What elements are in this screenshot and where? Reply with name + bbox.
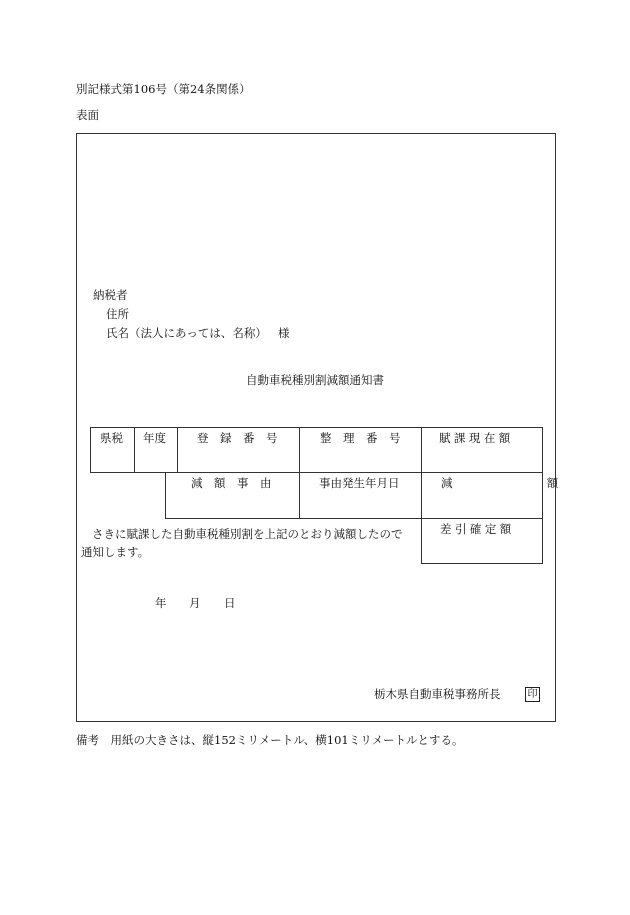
header-registration-number: 登 録 番 号 — [197, 431, 278, 445]
date-year: 年 — [155, 596, 167, 610]
header-fiscal-year: 年度 — [143, 431, 166, 445]
body-text-line2: 通知します。 — [81, 545, 150, 559]
seal-box: 印 — [525, 687, 540, 702]
date-day: 日 — [224, 596, 236, 610]
footnote: 備考 用紙の大きさは、縦152ミリメートル、横101ミリメートルとする。 — [76, 733, 464, 747]
header-occurrence-date: 事由発生年月日 — [319, 476, 400, 490]
honorific: 様 — [278, 326, 290, 340]
name-label: 氏名（法人にあっては、名称） — [106, 326, 267, 340]
header-current-assessment: 賦課現在額 — [439, 431, 514, 445]
form-number: 別記様式第106号（第24条関係） — [76, 82, 251, 96]
address-label: 住所 — [106, 307, 129, 321]
header-reduction-reason: 減 額 事 由 — [191, 476, 272, 490]
taxpayer-label: 納税者 — [93, 288, 128, 302]
header-prefecture-tax: 県税 — [100, 431, 123, 445]
notice-title: 自動車税種別割減額通知書 — [246, 373, 384, 387]
body-text-line1: さきに賦課した自動車税種別割を上記のとおり減額したので — [92, 527, 403, 541]
header-reference-number: 整 理 番 号 — [320, 431, 401, 445]
issuer-name: 栃木県自動車税事務所長 — [374, 687, 501, 701]
date-month: 月 — [189, 596, 201, 610]
header-reduction-amount: 減 額 — [441, 476, 600, 490]
side-label: 表面 — [76, 108, 99, 122]
header-final-amount: 差引確定額 — [440, 522, 515, 536]
